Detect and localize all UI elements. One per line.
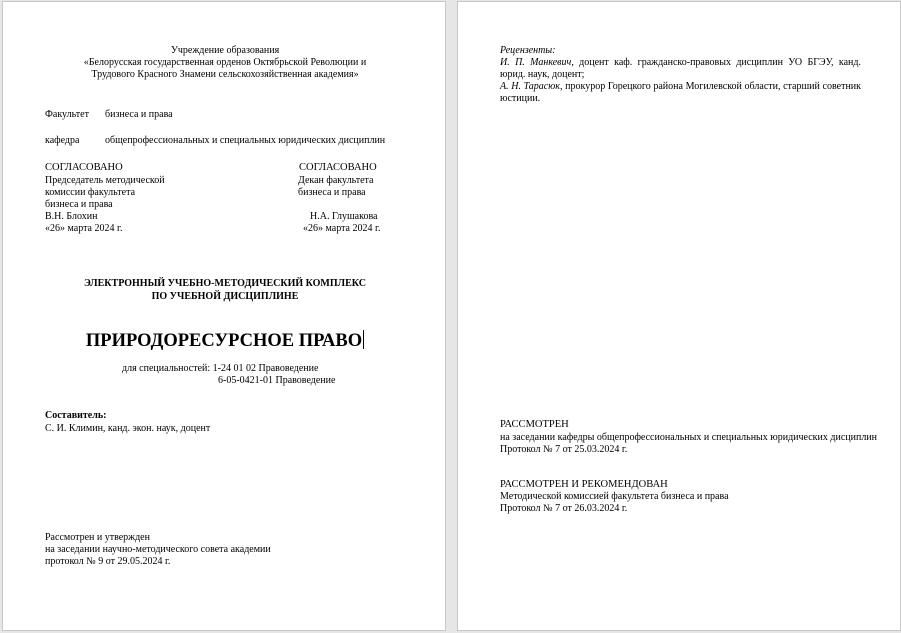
reviewer-1 [500,57,861,81]
reviewed-2-heading [500,479,668,491]
reviewed-1-heading: РАССМОТРЕН [500,419,569,430]
specialties-label-text: для специальностей: [122,363,211,374]
council-line-3: протокол № 9 от 29.05.2024 г. [45,556,171,567]
discipline-title[interactable] [3,330,447,352]
department-label: кафедра [45,135,80,146]
reviewer-2-text: , прокурор Горецкого района Могилевской области, старший советник юстиции. [500,81,862,104]
faculty-value: бизнеса и права [105,109,173,120]
approval-left-line-1: Председатель методической [45,175,165,186]
reviewed-2-protocol: Протокол № 7 от 26.03.2024 г. [500,503,628,514]
council-line-2: на заседании научно-методического совета академии [45,544,271,555]
department-value: общепрофессиональных и специальных юридических дисциплин [105,135,386,146]
specialty-2: 6-05-0421-01 Правоведение [218,375,336,386]
approval-left-line-2: комиссии факультета [45,187,136,198]
document-page-left [2,1,446,631]
discipline-title-text: ПРИРОДОРЕСУРСНОЕ ПРАВО [85,331,363,351]
faculty-label: Факультет [45,109,89,120]
institution-line-3: Трудового Красного Знамени сельскохозяйственная академия» [91,69,359,80]
specialties-label [122,363,318,375]
reviewer-1-text: , доцент каф. гражданско-правовых дисциплин УО БГЭУ, канд. юрид. наук, доцент; [500,57,861,80]
approval-right-name: Н.А. Глушакова [310,211,378,222]
approval-right-date: «26» марта 2024 г. [303,223,381,234]
compiler-label: Составитель: [45,410,107,421]
reviewed-1-body: на заседании кафедры общепрофессиональных и специальных юридических дисциплин [500,432,878,443]
council-line-1: Рассмотрен и утвержден [45,532,150,543]
reviewed-1-protocol: Протокол № 7 от 25.03.2024 г. [500,444,628,455]
reviewers-label: Рецензенты: [500,45,556,56]
reviewed-2-body: Методической комиссией факультета бизнеса и права [500,491,729,502]
approval-left-line-3: бизнеса и права [45,199,113,210]
institution-line-2: «Белорусская государственная орденов Октябрьской Революции и [83,57,367,68]
approval-left-name: В.Н. Блохин [45,211,98,222]
reviewer-2 [500,81,861,105]
approval-left-heading: СОГЛАСОВАНО [45,162,123,173]
specialty-1: 1-24 01 02 Правоведение [212,363,319,374]
approval-right-heading: СОГЛАСОВАНО [299,162,377,173]
reviewed-2-heading-text: РАССМОТРЕН И РЕКОМЕНДОВАН [500,479,668,490]
approval-right-line-2: бизнеса и права [298,187,366,198]
institution-line-1: Учреждение образования [170,45,280,56]
text-cursor [363,330,364,349]
faculty-row [45,109,173,121]
document-page-right [457,1,901,631]
department-row [45,135,385,147]
approval-left-date: «26» марта 2024 г. [45,223,123,234]
reviewer-1-name: И. П. Манкевич [500,57,572,68]
complex-title-line-1: ЭЛЕКТРОННЫЙ УЧЕБНО-МЕТОДИЧЕСКИЙ КОМПЛЕКС [84,278,366,289]
approval-right-line-1: Декан факультета [298,175,374,186]
compiler-name: С. И. Климин, канд. экон. наук, доцент [45,423,211,434]
complex-title-line-2: ПО УЧЕБНОЙ ДИСЦИПЛИНЕ [151,291,299,302]
reviewer-2-name: А. Н. Тарасюк [500,81,560,92]
